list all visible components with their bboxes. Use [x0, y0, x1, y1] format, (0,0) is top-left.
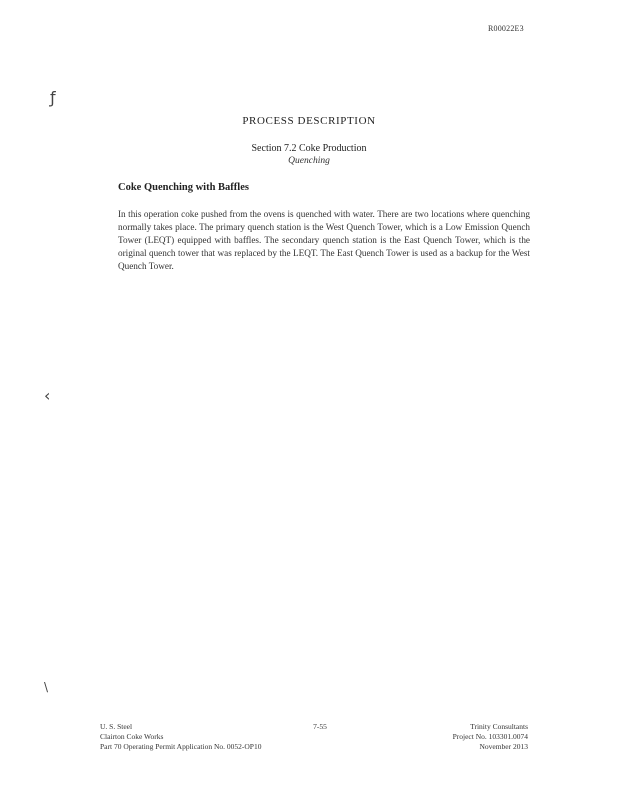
body-paragraph: In this operation coke pushed from the ovens is quenched with water. There are two locations where quenching normally takes place. The primary quench station is the West Quench Tower, which is a Low Emission Quench Tower (LEQT) equipped with baffles. The secondary quench station is the East Quench Tower, which is the original quench tower that was replaced by the LEQT. The East Quench Tower is used as a backup for the West Quench Tower. — [118, 209, 530, 271]
footer-page-number: 7-55 — [313, 722, 327, 731]
footer-left — [100, 722, 261, 752]
footer-facility: Clairton Coke Works — [100, 732, 164, 741]
subsection-heading: Quenching — [288, 156, 330, 166]
footer-company: U. S. Steel — [100, 722, 133, 731]
footer-consultant: Trinity Consultants — [470, 722, 528, 731]
margin-mark-middle: ‹ — [44, 386, 51, 405]
topic-heading: Coke Quenching with Baffles — [118, 182, 249, 193]
footer-permit: Part 70 Operating Permit Application No. 0052-OP10 — [100, 742, 262, 751]
footer-date: November 2013 — [479, 742, 528, 751]
document-id: R00022E3 — [488, 24, 524, 33]
page-title: PROCESS DESCRIPTION — [242, 115, 376, 127]
margin-mark-bottom: \ — [44, 680, 49, 694]
footer-project: Project No. 103301.0074 — [452, 732, 528, 741]
margin-mark-top: ƒ — [50, 88, 56, 107]
section-heading: Section 7.2 Coke Production — [251, 143, 367, 154]
footer-right — [410, 722, 528, 752]
